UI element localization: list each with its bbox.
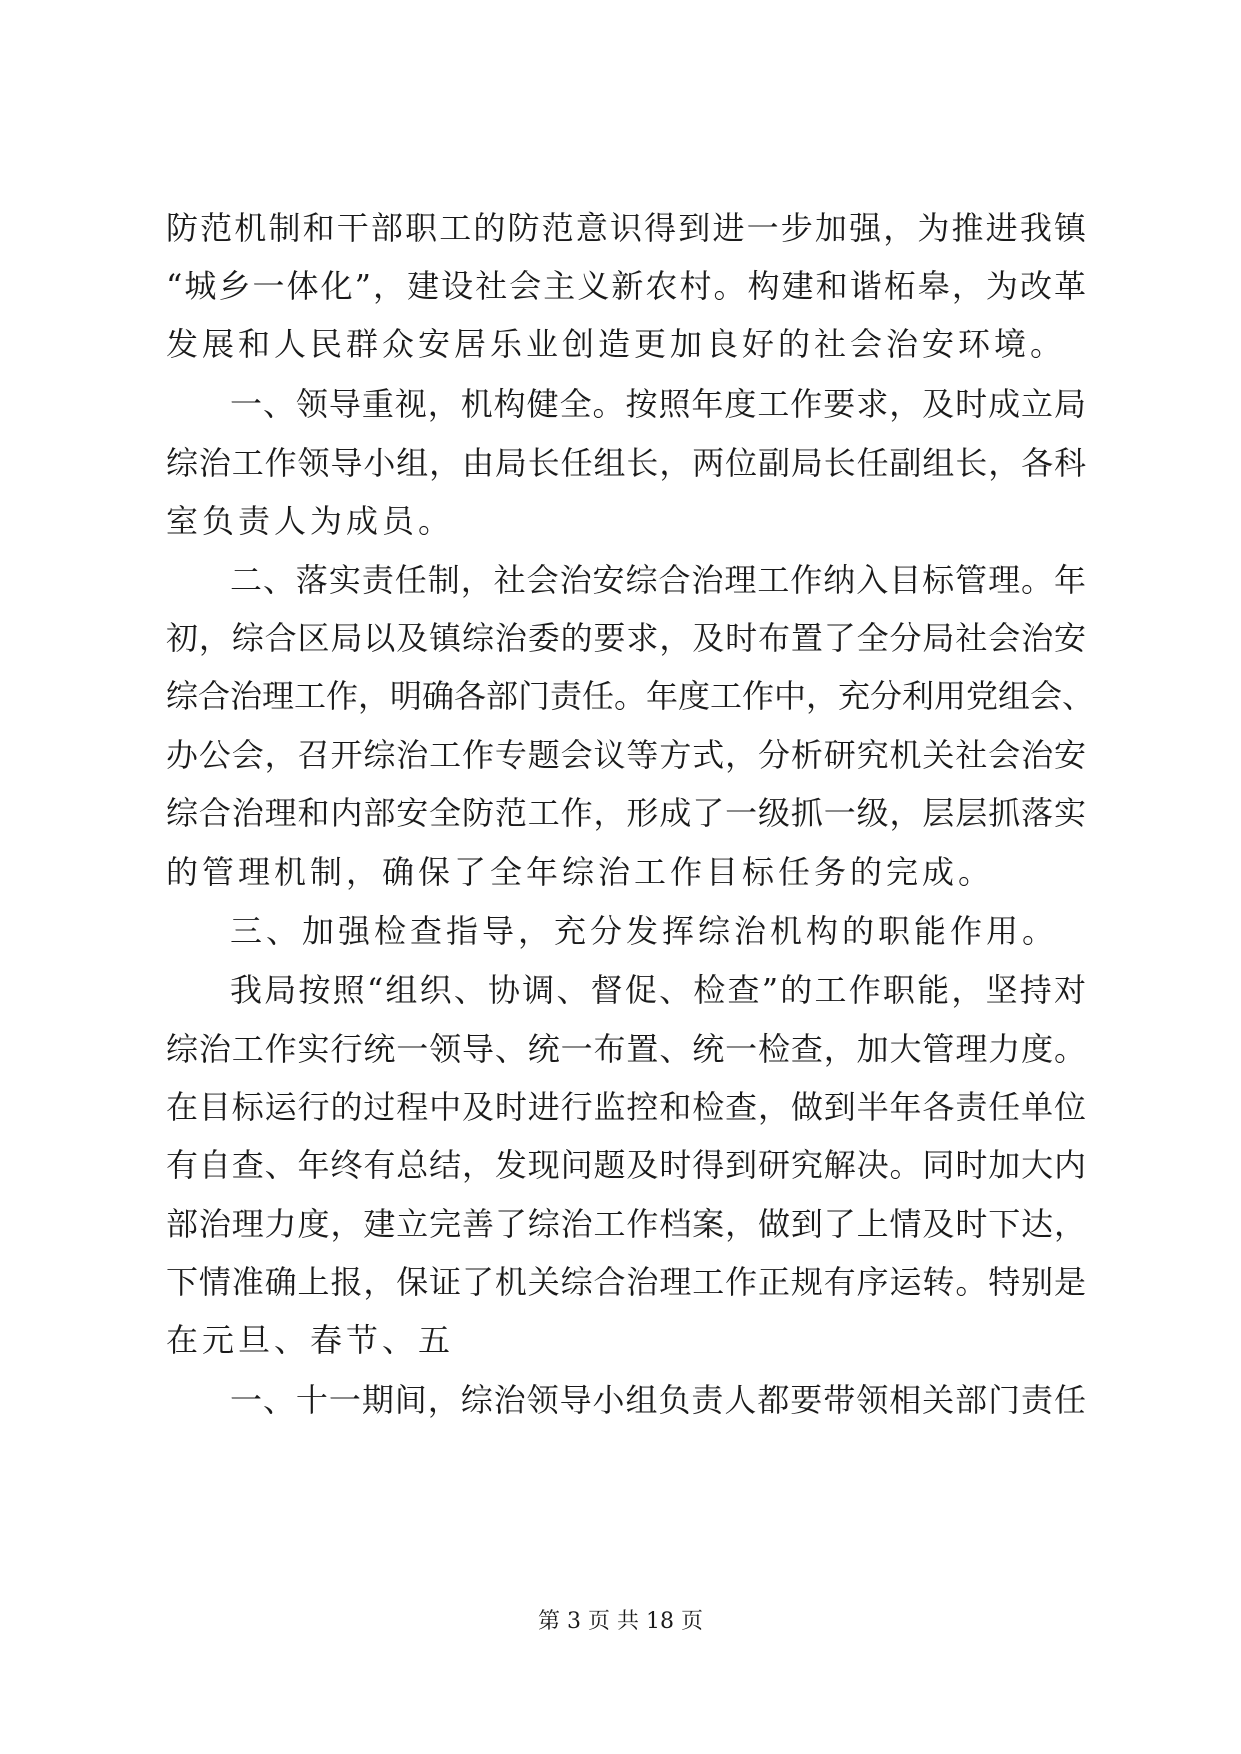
- text-line: 初，综合区局以及镇综治委的要求，及时布置了全分局社会治安: [166, 619, 1086, 657]
- paragraph-first-line: 我局按照“组织、协调、督促、检查”的工作职能，坚持对: [230, 971, 1086, 1009]
- text-line: 综合治理工作，明确各部门责任。年度工作中，充分利用党组会、: [166, 677, 1095, 715]
- text-line: 的管理机制，确保了全年综治工作目标任务的完成。: [166, 853, 995, 891]
- paragraph-first-line: 一、十一期间，综治领导小组负责人都要带领相关部门责任: [230, 1381, 1086, 1419]
- text-line: 有自查、年终有总结，发现问题及时得到研究解决。同时加大内: [166, 1146, 1086, 1184]
- text-line: 综治工作实行统一领导、统一布置、统一检查，加大管理力度。: [166, 1030, 1086, 1068]
- paragraph-first-line: 二、落实责任制，社会治安综合治理工作纳入目标管理。年: [230, 561, 1086, 599]
- text-line: 在元旦、春节、五: [166, 1321, 455, 1359]
- text-line: 下情准确上报，保证了机关综合治理工作正规有序运转。特别是: [166, 1263, 1086, 1301]
- paragraph-first-line: 三、加强检查指导，充分发挥综治机构的职能作用。: [230, 912, 1059, 950]
- text-line: 在目标运行的过程中及时进行监控和检查，做到半年各责任单位: [166, 1088, 1086, 1126]
- text-line: 室负责人为成员。: [166, 502, 455, 540]
- text-line: 办公会，召开综治工作专题会议等方式，分析研究机关社会治安: [166, 736, 1086, 774]
- text-line: 防范机制和干部职工的防范意识得到进一步加强，为推进我镇: [166, 209, 1086, 247]
- text-line: 综合治理和内部安全防范工作，形成了一级抓一级，层层抓落实: [166, 794, 1086, 832]
- text-line: 部治理力度，建立完善了综治工作档案，做到了上情及时下达，: [166, 1205, 1086, 1243]
- text-line: “城乡一体化”，建设社会主义新农村。构建和谐柘皋，为改革: [166, 267, 1086, 305]
- text-line: 发展和人民群众安居乐业创造更加良好的社会治安环境。: [166, 325, 1067, 363]
- paragraph-first-line: 一、领导重视，机构健全。按照年度工作要求，及时成立局: [230, 385, 1086, 423]
- text-line: 综治工作领导小组，由局长任组长，两位副局长任副组长，各科: [166, 444, 1086, 482]
- page-footer: 第 3 页 共 18 页: [538, 1609, 703, 1634]
